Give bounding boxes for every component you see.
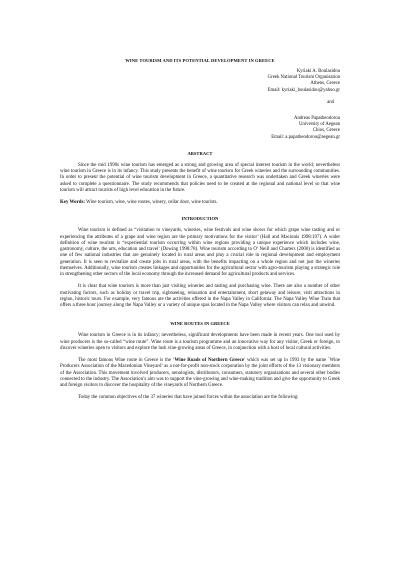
keywords-label: Key Words: bbox=[60, 200, 86, 206]
author-organisation: University of Aegean bbox=[298, 122, 340, 128]
author-organisation: Greek National Tourism Organisation bbox=[267, 75, 340, 81]
wine-routes-p2-start: The most famous Wine route in Greece is the ‘ bbox=[78, 358, 175, 364]
wine-routes-paragraph-1: Wine tourism in Greece is in its infancy; nevertheless, significant developments have been made in recent years. One tool used by wine producers is the so-called “wine route”. Wine route is a tourism programme and an innovative way for any visitor, Greek or foreign, to discover wineries open to visitors and explore the lush vine-growing areas of Greece, in conjunction with a host of local cultural activities. bbox=[60, 333, 340, 351]
author-affiliation-2 bbox=[60, 116, 340, 141]
paper-title: WINE TOURISM AND ITS POTENTIAL DEVELOPMENT IN GREECE bbox=[125, 58, 275, 63]
abstract-heading: ABSTRACT bbox=[187, 150, 213, 156]
author-email: Email: kyriaki_boulasidou@yahoo.gr bbox=[267, 87, 340, 93]
wine-routes-p2-rest: ’ which was set up in 1993 by the name `Wine Producers Association of the Macedonian Vineyard’ as a not-for-profit non-stock corporation by the joint efforts of the 13 visionary members of the Association. This movement involved producers, oenologists, distributors, consumers, statutory organizations and several other bodies connected to the industry. The Association’s aim was to support the vine-growing and wine-making tradition and give the opportunity to Greek and foreign visitors to discover the hospitality of the vineyards of Northern Greece. bbox=[60, 358, 340, 389]
keywords-text: Wine tourism, wine, wine routes, winery, cellar door, wine tourists. bbox=[85, 200, 218, 206]
introduction-paragraph-2: It is clear that wine tourism is more than just visiting wineries and tasting and purchasing wine. There are also a number of other motivating factors, such as holiday or travel trip, sightseeing, relaxation and entertainment, short getaway and leisure, visit attractions in region, historic tours. For example, very famous are the activities offered in the Napa Valley in California: The Napa Valley Wine Train that offers a three hour journey along the Napa Valley or a variety of unique spas located in the Napa Valley where visitors can relax and unwind. bbox=[60, 284, 340, 309]
wine-routes-paragraph-2 bbox=[60, 358, 340, 389]
author-name: Kyriaki A. Boulasidou bbox=[296, 69, 340, 74]
introduction-heading: INTRODUCTION bbox=[181, 216, 219, 222]
abstract-text: Since the mid 1990s wine tourism has emerged as a strong and growing area of special interest tourism in the world; nevertheless wine tourism in Greece is in its infancy. This study presents the benefit of wine tourism for Greek wineries and the surrounding communities. In order to present the potential of wine tourism development in Greece, a quantitative research was undertaken and Greek wineries were asked to complete a questionnaire. The study recommends that policies need to be created at the regional and national level so that wine tourism will attract tourists of high level education in the future. bbox=[60, 162, 340, 193]
author-name: Andreas Papatheodorou bbox=[294, 116, 340, 122]
keywords bbox=[60, 200, 340, 206]
wine-roads-name: Wine Roads of Northern Greece bbox=[174, 358, 244, 364]
author-location: Athens, Greece bbox=[310, 81, 340, 87]
author-affiliation-1 bbox=[60, 69, 340, 94]
introduction-paragraph-1: Wine tourism is defined as “visitation to vineyards, wineries, wine festivals and wine shows for which grape wine tasting and or experiencing the attributes of a grape and wine region are the primary motivations for the visitor’ (Hall and Macionis 1998:197). A wider definition of wine tourism is “experiential tourism occurring within wine regions providing a unique experience which includes wine, gastronomy, culture, the arts, education and travel’ (Dowing 1998:78). Wine tourism according to O’ Neill and Charters (2000) is identified as one of few national industries that are genuinely located in rural areas and play a crucial role in regional development and employment generation. It is seen to revitalize and create jobs in rural areas, with the benefits impacting on a whole region and not just the wineries themselves. Additionally, wine tourism creates linkages and opportunities for the agricultural sector with agro-tourism playing a strategic role in strengthening other sectors of the local economy through the increased demand for agricultural products and services. bbox=[60, 228, 340, 278]
author-email: Email: a.papatheodorou@aegean.gr bbox=[271, 134, 340, 140]
wine-routes-paragraph-3: Today the common objectives of the 37 wineries that have joined forces within the association are the following: bbox=[78, 395, 299, 401]
author-location: Chios, Greece bbox=[312, 128, 340, 134]
author-separator: and bbox=[327, 99, 334, 105]
wine-routes-heading: WINE ROUTES IN GREECE bbox=[170, 321, 230, 327]
